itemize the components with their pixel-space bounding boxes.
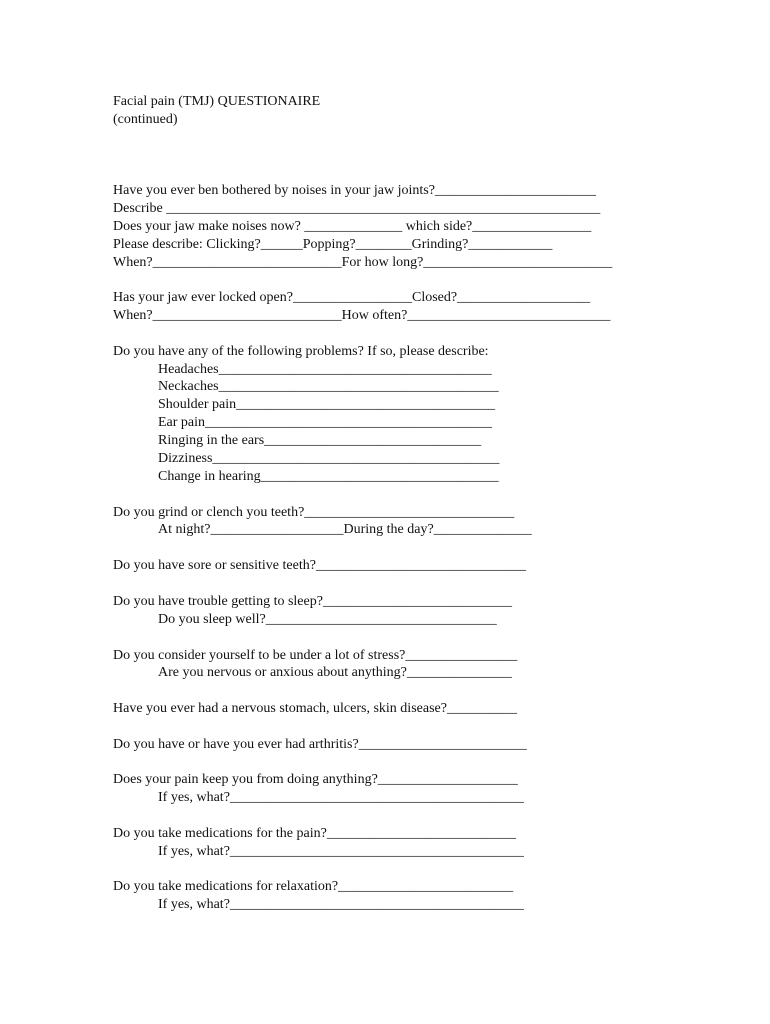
problem-dizziness: Dizziness_________________________________________ xyxy=(158,451,500,466)
question-relax-meds-what: If yes, what?__________________________________________ xyxy=(158,897,524,912)
question-pain-limits-what: If yes, what?__________________________________________ xyxy=(158,790,524,805)
question-noise-type: Please describe: Clicking?______Popping?________Grinding?____________ xyxy=(113,237,553,252)
problem-change-hearing: Change in hearing__________________________________ xyxy=(158,469,499,484)
question-sore-teeth: Do you have sore or sensitive teeth?______________________________ xyxy=(113,558,526,573)
question-describe: Describe ______________________________________________________________ xyxy=(113,201,601,216)
problem-shoulder-pain: Shoulder pain_____________________________________ xyxy=(158,397,496,412)
question-problems: Do you have any of the following problems? If so, please describe: xyxy=(113,344,489,359)
question-nervous: Are you nervous or anxious about anything?_______________ xyxy=(158,665,512,680)
question-nervous-stomach: Have you ever had a nervous stomach, ulcers, skin disease?__________ xyxy=(113,701,517,716)
question-pain-limits: Does your pain keep you from doing anything?____________________ xyxy=(113,772,518,787)
problem-neckaches: Neckaches________________________________________ xyxy=(158,379,499,394)
question-stress: Do you consider yourself to be under a lot of stress?________________ xyxy=(113,648,518,663)
question-sleep-trouble: Do you have trouble getting to sleep?___________________________ xyxy=(113,594,512,609)
question-when-how-often: When?___________________________How often?_____________________________ xyxy=(113,308,611,323)
question-night-day: At night?___________________During the day?______________ xyxy=(158,522,532,537)
problem-headaches: Headaches_______________________________________ xyxy=(158,362,492,377)
question-pain-meds: Do you take medications for the pain?___________________________ xyxy=(113,826,516,841)
question-sleep-well: Do you sleep well?_________________________________ xyxy=(158,612,497,627)
question-relax-meds: Do you take medications for relaxation?_________________________ xyxy=(113,879,514,894)
question-when-how-long: When?___________________________For how long?___________________________ xyxy=(113,255,613,270)
problem-ear-pain: Ear pain_________________________________________ xyxy=(158,415,493,430)
question-jaw-noises: Have you ever ben bothered by noises in your jaw joints?_______________________ xyxy=(113,183,596,198)
question-arthritis: Do you have or have you ever had arthritis?________________________ xyxy=(113,737,527,752)
question-pain-meds-what: If yes, what?__________________________________________ xyxy=(158,844,524,859)
question-grind-clench: Do you grind or clench you teeth?______________________________ xyxy=(113,505,515,520)
doc-subtitle: (continued) xyxy=(113,112,178,127)
problem-ringing-ears: Ringing in the ears_______________________________ xyxy=(158,433,482,448)
question-noises-now: Does your jaw make noises now? ______________ which side?_________________ xyxy=(113,219,592,234)
question-jaw-locked: Has your jaw ever locked open?_________________Closed?___________________ xyxy=(113,290,591,305)
doc-title: Facial pain (TMJ) QUESTIONAIRE xyxy=(113,94,321,109)
